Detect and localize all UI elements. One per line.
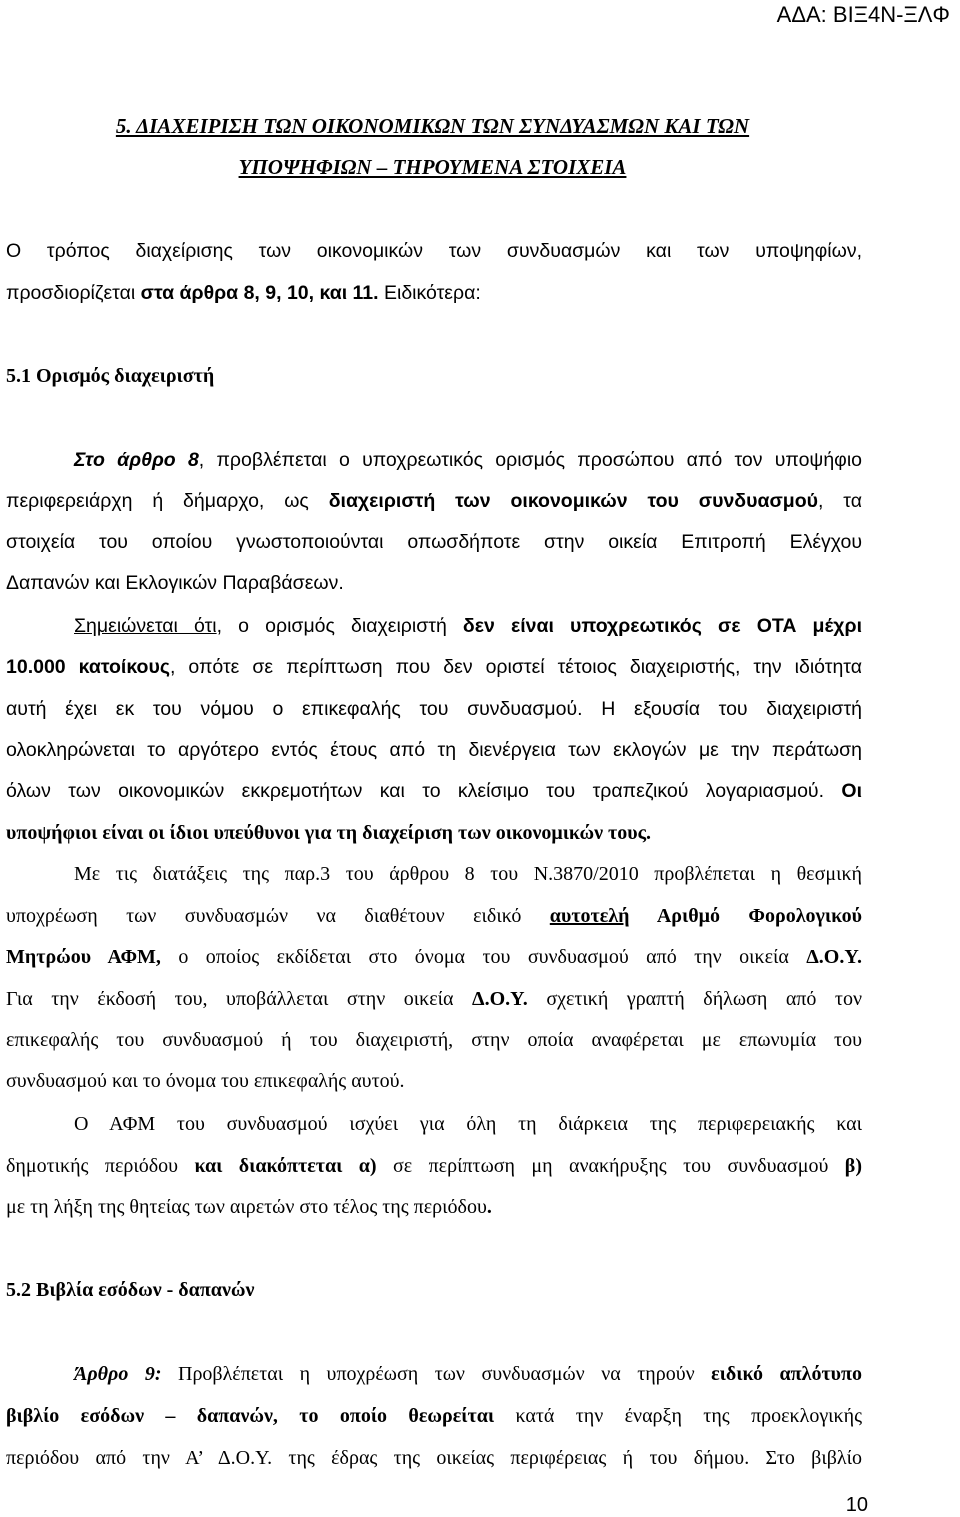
p4-line-3: με τη λήξη της θητείας των αιρετών στο τέλος της περιόδου. bbox=[6, 1196, 492, 1218]
p2-line-3: αυτή έχει εκ του νόμου ο επικεφαλής του συνδυασμού. Η εξουσία του διαχειριστή bbox=[6, 698, 862, 720]
p3-line-2: υποχρέωση των συνδυασμών να διαθέτουν ειδικό αυτοτελή Αριθμό Φορολογικού bbox=[6, 905, 862, 927]
intro-line-2: προσδιορίζεται στα άρθρα 8, 9, 10, και 11. Ειδικότερα: bbox=[6, 282, 481, 304]
p2-line-6: υποψήφιοι είναι οι ίδιοι υπεύθυνοι για τη διαχείριση των οικονομικών τους. bbox=[6, 822, 652, 844]
p3-line-1: Με τις διατάξεις της παρ.3 του άρθρου 8 του Ν.3870/2010 προβλέπεται η θεσμική bbox=[74, 863, 862, 885]
p2-line-4: ολοκληρώνεται το αργότερο εντός έτους από τη διενέργεια των εκλογών με την περάτωση bbox=[6, 739, 862, 761]
p4-line-1: Ο ΑΦΜ του συνδυασμού ισχύει για όλη τη διάρκεια της περιφερειακής και bbox=[74, 1113, 862, 1135]
intro-line-1: Ο τρόπος διαχείρισης των οικονομικών των συνδυασμών και των υποψηφίων, bbox=[6, 240, 862, 262]
p3-line-4: Για την έκδοσή του, υποβάλλεται στην οικεία Δ.Ο.Υ. σχετική γραπτή δήλωση από τον bbox=[6, 988, 863, 1010]
p1-line-1: Στο άρθρο 8, προβλέπεται ο υποχρεωτικός ορισμός προσώπου από τον υποψήφιο bbox=[74, 449, 862, 471]
p3-line-6: συνδυασμού και το όνομα του επικεφαλής αυτού. bbox=[6, 1070, 405, 1092]
p1-line-3: στοιχεία του οποίου γνωστοποιούνται οπωσδήποτε στην οικεία Επιτροπή Ελέγχου bbox=[6, 531, 862, 553]
p5-line-1: Άρθρο 9: Προβλέπεται η υποχρέωση των συνδυασμών να τηρούν ειδικό απλότυπο bbox=[74, 1363, 862, 1385]
p3-line-3: Μητρώου ΑΦΜ, ο οποίος εκδίδεται στο όνομα του συνδυασμού από την οικεία Δ.Ο.Υ. bbox=[6, 946, 862, 968]
ada-code: ΑΔΑ: ΒΙΞ4Ν-ΞΛΦ bbox=[776, 2, 950, 27]
p2-line-1: Σημειώνεται ότι, ο ορισμός διαχειριστή δεν είναι υποχρεωτικός σε ΟΤΑ μέχρι bbox=[74, 615, 862, 637]
subsection-5-2-heading: 5.2 Βιβλία εσόδων - δαπανών bbox=[6, 1279, 255, 1301]
p5-line-3: περιόδου από την Α’ Δ.Ο.Υ. της έδρας της οικείας περιφέρειας ή του δήμου. Στο βιβλίο bbox=[6, 1447, 862, 1469]
p4-line-2: δημοτικής περιόδου και διακόπτεται α) σε περίπτωση μη ανακήρυξης του συνδυασμού β) bbox=[6, 1155, 862, 1177]
section-title-line-1: 5. ΔΙΑΧΕΙΡΙΣΗ ΤΩΝ ΟΙΚΟΝΟΜΙΚΩΝ ΤΩΝ ΣΥΝΔΥΑΣΜΩΝ ΚΑΙ ΤΩΝ bbox=[115, 114, 750, 138]
p1-line-4: Δαπανών και Εκλογικών Παραβάσεων. bbox=[6, 572, 344, 594]
p2-line-2: 10.000 κατοίκους, οπότε σε περίπτωση που δεν οριστεί τέτοιος διαχειριστής, την ιδιότητα bbox=[6, 656, 862, 678]
p1-line-2: περιφερειάρχη ή δήμαρχο, ως διαχειριστή των οικονομικών του συνδυασμού, τα bbox=[6, 490, 862, 512]
p3-line-5: επικεφαλής του συνδυασμού ή του διαχειριστή, στην οποία αναφέρεται με επωνυμία του bbox=[6, 1029, 862, 1051]
subsection-5-1-heading: 5.1 Ορισμός διαχειριστή bbox=[6, 365, 215, 387]
page-number: 10 bbox=[845, 1494, 868, 1516]
section-title-line-2: ΥΠΟΨΗΦΙΩΝ – ΤΗΡΟΥΜΕΝΑ ΣΤΟΙΧΕΙΑ bbox=[238, 155, 627, 179]
p2-line-5: όλων των οικονομικών εκκρεμοτήτων και το κλείσιμο του τραπεζικού λογαριασμού. Οι bbox=[6, 780, 862, 802]
p5-line-2: βιβλίο εσόδων – δαπανών, το οποίο θεωρείται κατά την έναρξη της προεκλογικής bbox=[6, 1405, 863, 1427]
